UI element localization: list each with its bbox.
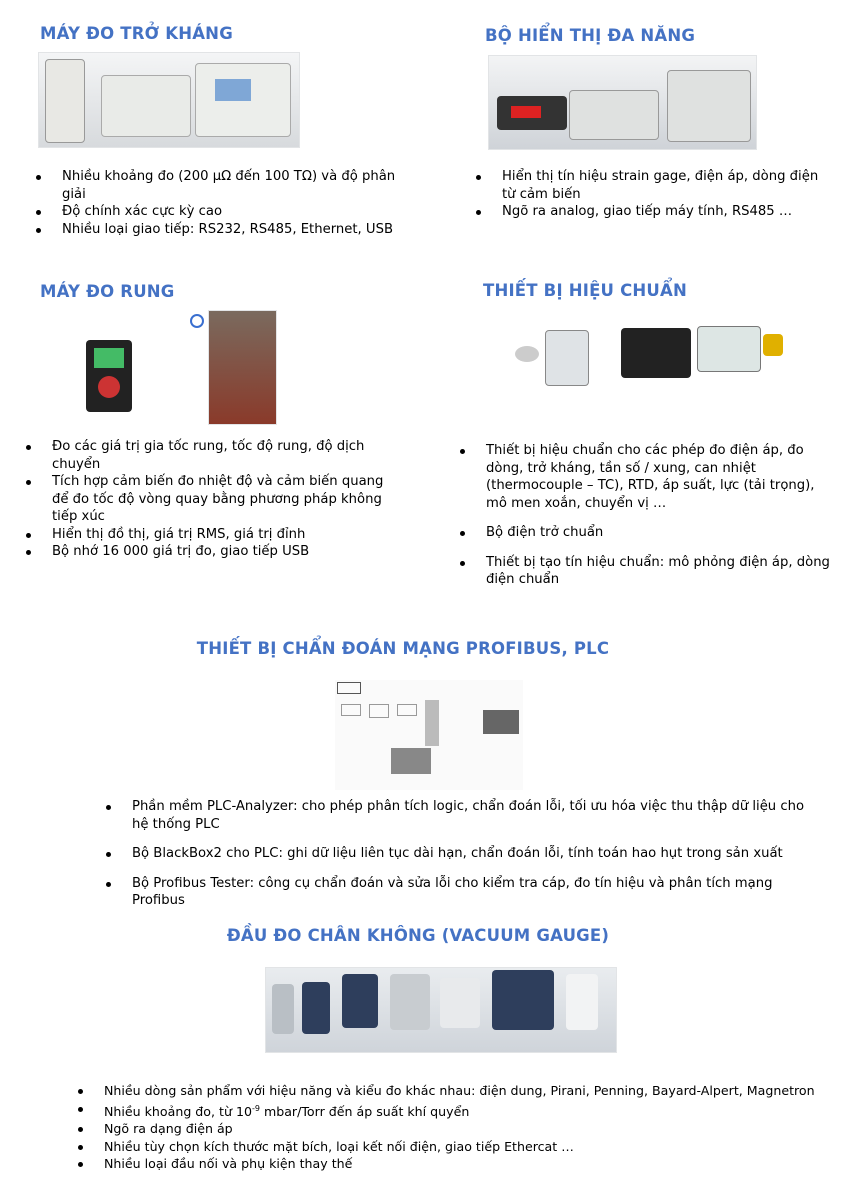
section-vacuum-gauge xyxy=(0,926,836,945)
section-calibration xyxy=(483,281,687,300)
list-item: Nhiều tùy chọn kích thước mặt bích, loại kết nối điện, giao tiếp Ethercat … xyxy=(76,1138,846,1156)
bullet-list xyxy=(104,798,824,910)
list-item: Bộ nhớ 16 000 giá trị đo, giao tiếp USB xyxy=(24,543,404,561)
section-multi-display xyxy=(485,26,695,45)
list-item: Bộ điện trở chuẩn xyxy=(458,524,830,542)
list-item: Thiết bị tạo tín hiệu chuẩn: mô phỏng điện áp, dòng điện chuẩn xyxy=(458,554,830,589)
section-title: THIẾT BỊ HIỆU CHUẨN xyxy=(483,281,687,300)
list-item: Ngõ ra dạng điện áp xyxy=(76,1120,846,1138)
bullet-list xyxy=(24,438,404,561)
list-item: Phần mềm PLC-Analyzer: cho phép phân tích logic, chẩn đoán lỗi, tối ưu hóa việc thu thập dữ liệu cho hệ thống PLC xyxy=(104,798,824,833)
bullet-list xyxy=(458,442,830,589)
list-item: Nhiều loại giao tiếp: RS232, RS485, Ethernet, USB xyxy=(34,221,404,239)
list-item: Nhiều khoảng đo (200 µΩ đến 100 TΩ) và độ phân giải xyxy=(34,168,404,203)
list-item: Ngõ ra analog, giao tiếp máy tính, RS485 … xyxy=(474,203,834,221)
list-item: Nhiều khoảng đo, từ $10^{-9}$ mbar/Torr đến áp suất khí quyển xyxy=(76,1100,846,1121)
vibration-measurement-photo xyxy=(208,310,277,425)
bullet-list xyxy=(34,168,404,238)
list-item: Nhiều loại đầu nối và phụ kiện thay thế xyxy=(76,1155,846,1173)
list-item: Nhiều dòng sản phẩm với hiệu năng và kiểu đo khác nhau: điện dung, Pirani, Penning, Bayard-Alpert, Magnetron xyxy=(76,1082,846,1100)
section-title: BỘ HIỂN THỊ ĐA NĂNG xyxy=(485,26,696,45)
vacuum-gauges-image xyxy=(265,967,617,1053)
section-title: THIẾT BỊ CHẨN ĐOÁN MẠNG PROFIBUS, PLC xyxy=(196,639,610,658)
list-item: Hiển thị đồ thị, giá trị RMS, giá trị đỉnh xyxy=(24,526,404,544)
bullet-list xyxy=(474,168,834,221)
multi-display-image xyxy=(488,55,757,150)
section-resistance-meter xyxy=(40,24,233,43)
list-item: Thiết bị hiệu chuẩn cho các phép đo điện áp, đo dòng, trở kháng, tần số / xung, can nhiệt (thermocouple – TC), RTD, áp suất, lực (tải trọng), mô men xoắn, chuyển vị … xyxy=(458,442,830,512)
list-item: Độ chính xác cực kỳ cao xyxy=(34,203,404,221)
list-item: Bộ Profibus Tester: công cụ chẩn đoán và sửa lỗi cho kiểm tra cáp, đo tín hiệu và phân tích mạng Profibus xyxy=(104,875,824,910)
section-title: ĐẦU ĐO CHÂN KHÔNG (VACUUM GAUGE) xyxy=(226,926,610,945)
list-item: Hiển thị tín hiệu strain gage, điện áp, dòng điện từ cảm biến xyxy=(474,168,834,203)
list-item: Tích hợp cảm biến đo nhiệt độ và cảm biến quang để đo tốc độ vòng quay bằng phương pháp không tiếp xúc xyxy=(24,473,404,526)
profibus-diagram-image xyxy=(335,680,523,790)
list-item: Bộ BlackBox2 cho PLC: ghi dữ liệu liên tục dài hạn, chẩn đoán lỗi, tính toán hao hụt trong sản xuất xyxy=(104,845,824,863)
section-profibus xyxy=(0,639,806,658)
calibration-devices-image xyxy=(515,318,785,385)
bullet-list xyxy=(76,1082,846,1173)
vibration-meter-image xyxy=(86,340,132,412)
section-title: MÁY ĐO TRỞ KHÁNG xyxy=(40,24,233,43)
logo-icon xyxy=(190,314,204,328)
section-title: MÁY ĐO RUNG xyxy=(40,282,175,301)
list-item: Đo các giá trị gia tốc rung, tốc độ rung, độ dịch chuyển xyxy=(24,438,404,473)
resistance-meter-image xyxy=(38,52,300,148)
section-vibration-meter xyxy=(40,282,175,301)
